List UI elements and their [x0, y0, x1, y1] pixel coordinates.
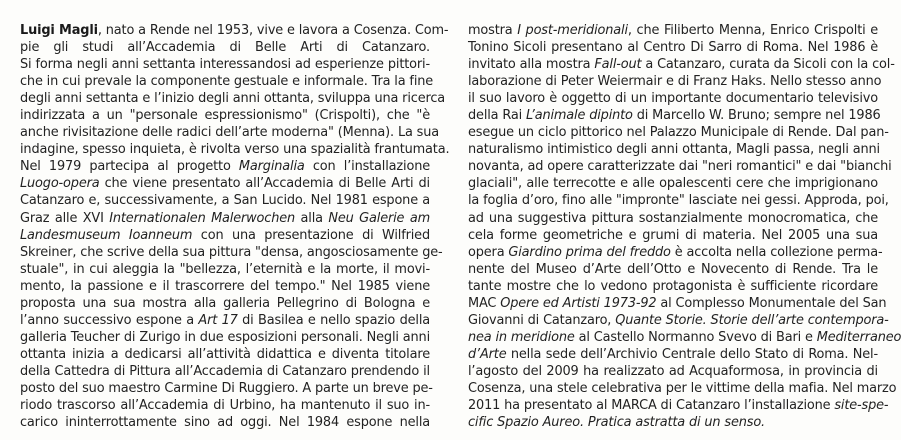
text-run: al Complesso Monumentale del San: [656, 295, 887, 311]
text-run: nella sede dell’Archivio Centrale dello Stato di Roma. Nel-: [506, 346, 878, 362]
italic-title: L’animale dipinto: [526, 108, 633, 124]
text-line: [20, 346, 430, 363]
text-run: glaciali", alle terrecotte e alle opalescenti cere che imprigionano: [468, 176, 878, 192]
text-line: [468, 261, 878, 278]
text-run: che viene presentato all’Accademia di Belle Arti di: [99, 176, 430, 192]
italic-title: Quante Storie. Storie dell’arte contempora-: [615, 312, 889, 328]
text-run: Catanzaro e, successivamente, a San Lucido. Nel 1981 espone a: [20, 193, 430, 209]
text-line: [20, 278, 430, 295]
text-run: MAC: [468, 295, 501, 311]
text-run: con una presentazione di Wilfried: [192, 227, 430, 243]
text-line: [20, 158, 430, 175]
text-run: ottanta inizia a dedicarsi all’attività didattica e diventa titolare: [20, 346, 430, 362]
text-run: degli anni settanta e l’inizio degli anni ottanta, sviluppa una ricerca: [20, 91, 446, 107]
text-run: , nato a Rende nel 1953, vive e lavora a Cosenza. Com-: [97, 23, 449, 38]
text-line: [468, 22, 878, 39]
text-run: laborazione di Peter Weiermair e di Franz Haks. Nello stesso anno: [468, 74, 882, 90]
text-run: nente del Museo d’Arte dell’Otto e Novecento di Rende. Tra le: [468, 261, 878, 277]
text-line: [20, 73, 434, 90]
text-run: , che Filiberto Menna, Enrico Crispolti e: [627, 23, 878, 38]
text-run: Cosenza, una stele celebrativa per le vittime della mafia. Nel marzo: [468, 380, 897, 396]
text-line: [468, 175, 878, 192]
text-line: [20, 414, 430, 431]
text-run: pie gli studi all’Accademia di Belle Arti di Catanzaro.: [20, 40, 430, 56]
italic-title: Luogo-opera: [20, 176, 100, 192]
text-run: 2011 ha presentato al MARCA di Catanzaro l’installazione: [468, 398, 835, 414]
text-line: [468, 329, 901, 346]
text-line: [468, 192, 889, 209]
text-run: anche rivisitazione delle radici dell’arte moderna" (Menna). La sua: [20, 125, 440, 141]
text-run: alla: [295, 210, 329, 226]
text-line: [468, 414, 878, 431]
text-line: [20, 397, 430, 414]
text-line: [468, 227, 878, 244]
italic-title: Opere ed Artisti 1973-92: [500, 295, 657, 311]
text-line: [468, 312, 889, 329]
text-run: indirizzata a un "personale espressionismo" (Crispolti), che "è: [20, 108, 430, 124]
text-run: Nel 1979 partecipa al progetto: [20, 159, 239, 175]
text-line: [468, 380, 897, 397]
text-run: novanta, ad opere caratterizzate dai "neri romantici" e dai "bianchi: [468, 159, 892, 175]
text-run: ad una suggestiva pittura sostanzialmente monocromatica, che: [468, 210, 878, 226]
italic-title: Fall-out: [594, 57, 642, 73]
text-line: [468, 397, 889, 414]
text-line: [468, 158, 892, 175]
text-line: [468, 210, 878, 227]
italic-title: cific Spazio Aureo. Pratica astratta di un senso.: [468, 415, 766, 431]
text-run: che in cui prevale la componente gestuale e informale. Tra la fine: [20, 74, 434, 90]
text-line: [468, 295, 887, 312]
right-column: [468, 22, 901, 440]
italic-title: Neu Galerie am: [328, 210, 430, 226]
text-run: Graz alle XVI: [20, 210, 110, 226]
text-line: [468, 73, 882, 90]
italic-title: d’Arte: [468, 346, 507, 362]
text-line: [20, 141, 450, 158]
text-line: [468, 278, 878, 295]
artist-name: Luigi Magli: [20, 23, 98, 38]
italic-title: I post-meridionali: [517, 23, 628, 38]
text-run: con l’installazione: [304, 159, 431, 175]
text-run: naturalismo intimistico degli anni ottanta, Magli passa, negli anni: [468, 142, 880, 158]
text-run: opera: [468, 244, 509, 260]
text-line: [20, 363, 430, 380]
text-run: Tonino Sicoli presentano al Centro Di Sarro di Roma. Nel 1986 è: [468, 40, 878, 56]
text-run: posto del suo maestro Carmine Di Ruggiero. A parte un breve pe-: [20, 380, 433, 396]
italic-title: nea in meridione: [468, 329, 575, 345]
text-run: indagine, spesso inquieta, è rivolta verso una spazialità frantumata.: [20, 142, 450, 158]
text-run: esegue un ciclo pittorico nel Palazzo Municipale di Rende. Dal pan-: [468, 125, 889, 141]
text-run: di Marcello W. Bruno; sempre nel 1986: [632, 108, 881, 124]
italic-title: Marginalia: [238, 159, 305, 175]
text-line: [468, 124, 889, 141]
text-line: [468, 244, 883, 261]
italic-title: site-spe-: [834, 398, 889, 414]
text-line: [20, 312, 430, 329]
text-run: al Castello Normanno Svevo di Bari e: [574, 329, 817, 345]
text-line: [20, 175, 430, 192]
text-line: [20, 39, 430, 56]
text-run: la foglia d’oro, fino alle "impronte" lasciate nei gessi. Approda, poi,: [468, 193, 889, 209]
text-run: della Rai: [468, 108, 527, 124]
text-run: il suo lavoro è oggetto di un importante documentario televisivo: [468, 91, 878, 107]
text-run: proposta una sua mostra alla galleria Pellegrino di Bologna e: [20, 295, 430, 311]
left-column: [20, 22, 450, 440]
text-run: tante mostre che lo vedono protagonista è sufficiente ricordare: [468, 278, 878, 294]
text-run: Giovanni di Catanzaro,: [468, 312, 616, 328]
text-line: [468, 56, 895, 73]
text-line: [20, 192, 430, 209]
text-line: [20, 261, 430, 278]
text-line: [20, 329, 430, 346]
text-line: [468, 107, 881, 124]
text-line: [20, 295, 430, 312]
text-line: [20, 244, 443, 261]
text-run: l’agosto del 2009 ha realizzato ad Acquaformosa, in provincia di: [468, 363, 878, 379]
text-line: [468, 346, 878, 363]
text-run: Si forma negli anni settanta interessandosi ad esperienze pittori-: [20, 57, 430, 73]
text-line: [468, 363, 878, 380]
text-line: [20, 380, 433, 397]
text-run: mento, la passione e il trascorrere del tempo." Nel 1985 viene: [20, 278, 430, 294]
italic-title: Art 17: [198, 312, 238, 328]
text-run: mostra: [468, 23, 518, 38]
text-run: di Basilea e nello spazio della: [237, 312, 430, 328]
text-line: [20, 22, 449, 39]
text-line: [20, 56, 430, 73]
text-line: [20, 124, 440, 141]
text-run: l’anno successivo espone a: [20, 312, 199, 328]
text-run: stuale", in cui aleggia la "bellezza, l’eternità e la morte, il movi-: [20, 261, 430, 277]
text-run: riodo trascorso all’Accademia di Urbino, ha mantenuto il suo in-: [20, 398, 430, 414]
text-line: [468, 39, 878, 56]
italic-title: Internationalen Malerwochen: [109, 210, 296, 226]
text-line: [20, 210, 430, 227]
text-line: [20, 90, 446, 107]
text-run: galleria Teucher di Zurigo in due esposizioni personali. Negli anni: [20, 329, 430, 345]
italic-title: Landesmuseum Ioanneum: [20, 227, 193, 243]
text-line: [20, 227, 430, 244]
text-run: carico ininterrottamente sino ad oggi. Nel 1984 espone nella: [20, 415, 430, 431]
text-run: invitato alla mostra: [468, 57, 595, 73]
text-line: [20, 107, 430, 124]
text-run: cela forme geometriche e grumi di materia. Nel 2005 una sua: [468, 227, 878, 243]
text-line: [468, 90, 878, 107]
italic-title: Mediterraneo: [816, 329, 901, 345]
text-line: [468, 141, 878, 158]
text-run: a Catanzaro, curata da Sicoli con la col-: [641, 57, 895, 73]
text-run: è accolta nella collezione perma-: [670, 244, 883, 260]
text-run: Skreiner, che scrive della sua pittura "densa, angosciosamente ge-: [20, 244, 443, 260]
italic-title: Giardino prima del freddo: [508, 244, 671, 260]
text-run: della Cattedra di Pittura all’Accademia di Catanzaro prendendo il: [20, 363, 430, 379]
